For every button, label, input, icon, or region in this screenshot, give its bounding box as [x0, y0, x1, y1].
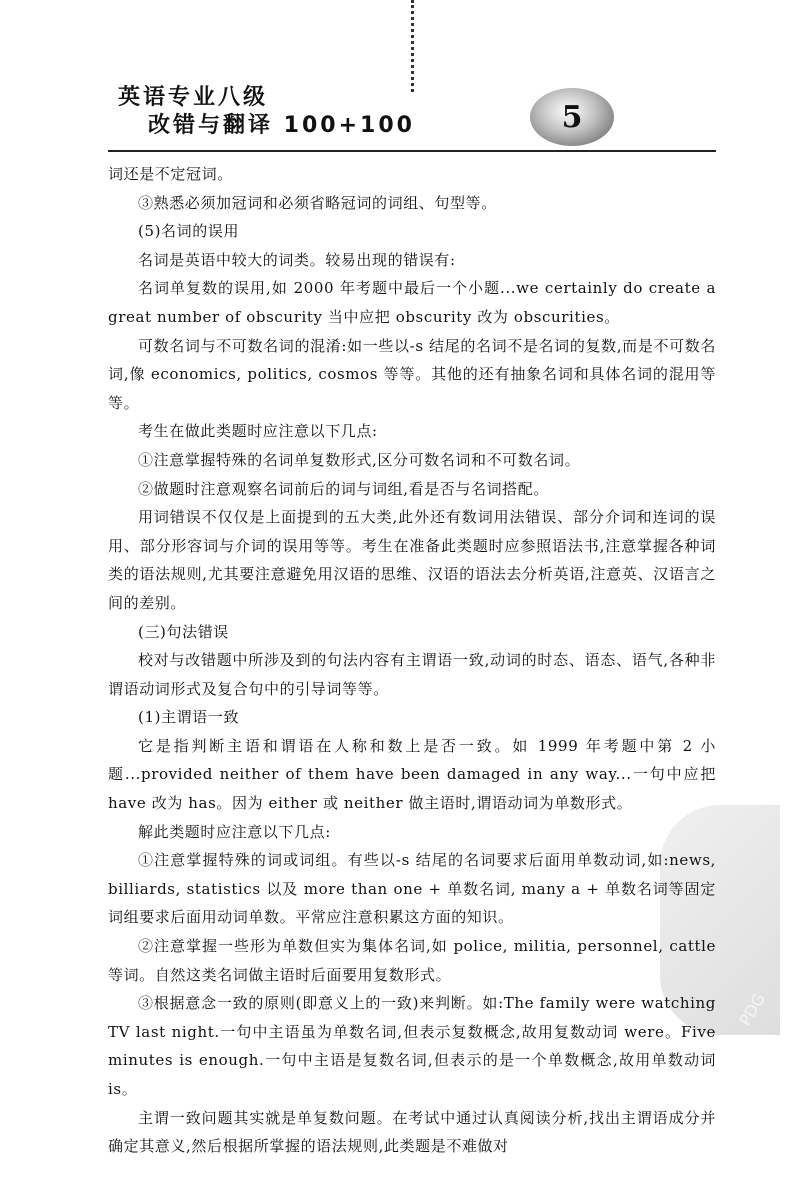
- header-rule: [108, 150, 716, 152]
- chapter-number: 5: [561, 99, 583, 135]
- body-paragraph: ③熟悉必须加冠词和必须省略冠词的词组、句型等。: [138, 193, 497, 212]
- body-paragraph: 用词错误不仅仅是上面提到的五大类,此外还有数词用法错误、部分介词和连词的误用、部分形容词与介词的误用等等。考生在准备此类题时应参照语法书,注意掌握各种词类的语法规则,尤其要注意避免用汉语的思维、汉语的语法去分析英语,注意英、汉语言之间的差别。: [108, 508, 716, 612]
- body-paragraph: 可数名词与不可数名词的混淆:如一些以-s 结尾的名词不是名词的复数,而是不可数名词,像 economics, politics, cosmos 等等。其他的还有抽象名词和具体名词的混用等等。: [108, 336, 716, 412]
- body-paragraph: 主谓一致问题其实就是单复数问题。在考试中通过认真阅读分析,找出主谓语成分并确定其意义,然后根据所掌握的语法规则,此类题是不难做对: [108, 1108, 716, 1156]
- body-paragraph: 考生在做此类题时应注意以下几点:: [138, 422, 378, 441]
- fold-dotted-line: [411, 0, 414, 92]
- body-paragraph: ②注意掌握一些形为单数但实为集体名词,如 police, militia, personnel, cattle 等词。自然这类名词做主语时后面要用复数形式。: [108, 937, 716, 984]
- body-paragraph: 校对与改错题中所涉及到的句法内容有主谓语一致,动词的时态、语态、语气,各种非谓语动词形式及复合句中的引导词等等。: [108, 651, 716, 698]
- body-paragraph: (三)句法错误: [138, 622, 229, 641]
- body-paragraph: 名词单复数的误用,如 2000 年考题中最后一个小题...we certainly do create a great number of obscurity 当中应把 obscurity 改为 obscurities。: [108, 279, 716, 326]
- body-paragraph: ②做题时注意观察名词前后的词与词组,看是否与名词搭配。: [138, 479, 549, 498]
- body-paragraph: 名词是英语中较大的词类。较易出现的错误有:: [138, 250, 456, 269]
- body-paragraph: ①注意掌握特殊的词或词组。有些以-s 结尾的名词要求后面用单数动词,如:news, billiards, statistics 以及 more than one + 单数名词, many a + 单数名词等固定词组要求后面用动词单数。平常应注意积累这方面的知识。: [108, 851, 716, 927]
- body-paragraph: 词还是不定冠词。: [108, 165, 233, 183]
- book-title: [118, 84, 415, 140]
- book-title-line2: 改错与翻译 100+100: [148, 113, 415, 138]
- body-paragraph: ③根据意念一致的原则(即意义上的一致)来判断。如:The family were watching TV last night.一句中主语虽为单数名词,但表示复数概念,故用复数动词 were。Five minutes is enough.一句中主语是复数名词,但表示的是一个单数概念,故用单数动词 is。: [108, 994, 716, 1098]
- chapter-number-badge: [530, 88, 614, 146]
- body-paragraph: ①注意掌握特殊的名词单复数形式,区分可数名词和不可数名词。: [138, 450, 581, 469]
- body-paragraph: 解此类题时应注意以下几点:: [138, 822, 331, 841]
- watermark-label: PDG: [735, 989, 770, 1030]
- page-body: [108, 160, 716, 1161]
- body-paragraph: (5)名词的误用: [138, 222, 240, 241]
- body-paragraph: (1)主谓语一致: [138, 708, 240, 727]
- book-title-line1: 英语专业八级: [118, 85, 269, 110]
- body-paragraph: 它是指判断主语和谓语在人称和数上是否一致。如 1999 年考题中第 2 小题...provided neither of them have been damaged in any way...一句中应把 have 改为 has。因为 either 或 neither 做主语时,谓语动词为单数形式。: [108, 736, 716, 813]
